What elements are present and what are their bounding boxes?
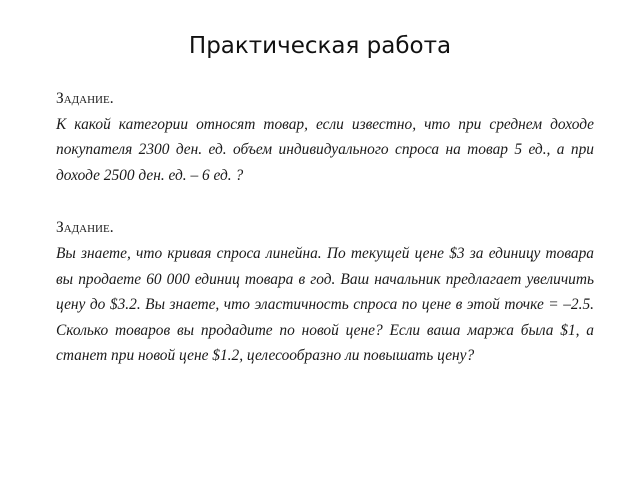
task-text: К какой категории относят товар, если известно, что при среднем доходе покупателя 2300 ден. ед. объем индивидуального спроса на товар 5 ед., а при доходе 2500 ден. ед. – 6 ед. ?: [56, 115, 594, 184]
task-heading: Задание.: [56, 219, 114, 237]
task-block-1: [56, 86, 594, 188]
task-text: Вы знаете, что кривая спроса линейна. По текущей цене $3 за единицу товара вы продаете 60 000 единиц товара в год. Ваш начальник предлагает увеличить цену до $3.2. Вы знаете, что эластичность спроса по цене в этой точке = –2.5. Сколько товаров вы продадите по новой цене? Если ваша маржа была $1, а станет при новой цене $1.2, целесообразно ли повышать цену?: [56, 244, 594, 365]
slide-title: Практическая работа: [188, 33, 452, 59]
task-heading: Задание.: [56, 90, 114, 107]
task-block-2: [56, 215, 594, 369]
slide-content: [56, 86, 594, 369]
task-spacer: [56, 188, 594, 215]
